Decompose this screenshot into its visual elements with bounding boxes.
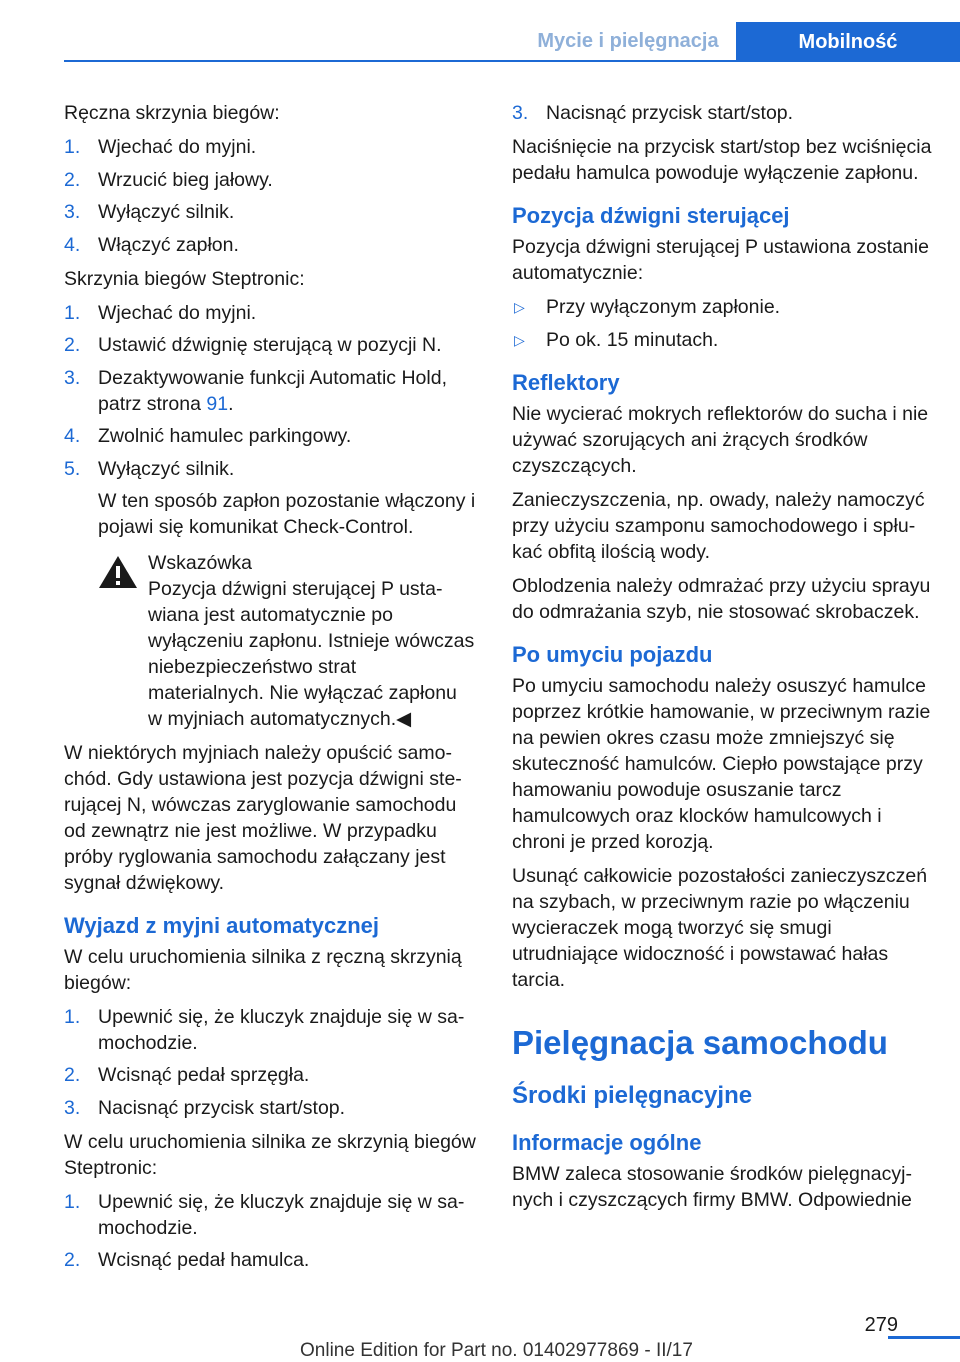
lock-paragraph: W niektórych myjniach należy opuścić samochód. Gdy ustawiona jest pozycja dźwigni sterującej N, wówczas zaryglowanie samochodu od zewnątrz nie jest możliwe. W przypadku próby ryglowania samochodu załączany jest sygnał dźwiękowy. — [64, 741, 462, 894]
exit-steptronic-steps — [64, 1189, 476, 1274]
after-wash-p2: Usunąć całkowicie pozostałości zanieczyszczeń na szybach, w przeciwnym razie po włączeniu wycieraczek mogą tworzyć się smugi utrudniające widoczność i powstawać hałas tarcia. — [512, 864, 928, 991]
bullet-triangle-icon: ▷ — [514, 331, 525, 348]
manual-steps-list — [64, 134, 476, 258]
steptronic-title: Skrzynia biegów Steptronic: — [64, 267, 305, 290]
exit-manual-intro: W celu uruchomienia silnika z ręczną skrzynią biegów: — [64, 945, 462, 994]
step-detail: W ten sposób zapłon pozostanie włączony i pojawi się komunikat Check-Control. — [98, 489, 476, 538]
care-products-heading: Środki pielęgnacyjne — [512, 1081, 753, 1109]
list-item: 1. Wjechać do myjni. — [64, 301, 257, 324]
list-item: 5. Wyłączyć silnik. W ten sposób zapłon pozostanie włączony i pojawi się komunikat Check-Control. — [64, 457, 476, 538]
list-item: 2. Wcisnąć pedał hamulca. — [64, 1249, 310, 1271]
right-column — [512, 100, 932, 1221]
tab-active-section[interactable]: Mobilność — [736, 22, 960, 62]
headlights-p3: Oblodzenia należy odmrażać przy użyciu sprayu do odmrażania szyb, nie stosować skrobaczek. — [512, 574, 931, 623]
exit-steptronic-intro: W celu uruchomienia silnika ze skrzynią biegów Steptronic: — [64, 1130, 476, 1179]
after-wash-heading: Po umyciu pojazdu — [512, 641, 713, 667]
list-item: 1. Upewnić się, że kluczyk znajduje się w samochodzie. — [64, 1190, 465, 1239]
general-info-text: BMW zaleca stosowanie środków pielęgnacyjnych i czyszczących firmy BMW. Odpowiednie — [512, 1162, 912, 1211]
manual-gearbox-title: Ręczna skrzynia biegów: — [64, 102, 280, 124]
headlights-heading: Reflektory — [512, 369, 620, 395]
edition-footer: Online Edition for Part no. 01402977869 - II/17 — [300, 1340, 693, 1361]
warning-icon — [98, 554, 138, 590]
footer-rule — [888, 1336, 960, 1339]
list-item: 4. Zwolnić hamulec parkingowy. — [64, 425, 352, 447]
list-item: 1. Upewnić się, że kluczyk znajduje się w samochodzie. — [64, 1005, 465, 1054]
page-number: 279 — [864, 1314, 898, 1336]
page-link[interactable]: 91 — [206, 392, 229, 415]
exit-manual-steps — [64, 1004, 476, 1121]
list-item: 3. Nacisnąć przycisk start/stop. — [512, 102, 794, 124]
note-title: Wskazówka — [148, 551, 253, 574]
exit-car-wash-heading: Wyjazd z myjni automatycznej — [64, 912, 380, 938]
general-info-heading: Informacje ogólne — [512, 1129, 702, 1155]
continued-steps — [512, 100, 932, 126]
list-item: 2. Wcisnąć pedał sprzęgła. — [64, 1064, 310, 1086]
tab-previous-section[interactable]: Mycie i pielęgnacja — [537, 30, 719, 52]
list-item: 3. Nacisnąć przycisk start/stop. — [64, 1096, 346, 1119]
start-stop-paragraph: Naciśnięcie na przycisk start/stop bez wciśnięcia pedału hamulca powoduje wyłączenie zapłonu. — [512, 136, 932, 184]
after-wash-p1: Po umyciu samochodu należy osuszyć hamulce poprzez krótkie hamowanie, w przeciwnym razie na pewien okres czasu może zmniejszyć się skuteczność hamulców. Ciepło powstające przy hamowaniu powoduje osuszanie tarcz hamulcowych oraz klocków hamulcowych i chroni je przed korozją. — [512, 674, 931, 853]
list-item: 4. Włączyć zapłon. — [64, 233, 239, 256]
lever-text: Pozycja dźwigni sterującej P ustawiona zostanie automatycznie: — [512, 236, 929, 284]
list-item: 3. Dezaktywowanie funkcji Automatic Hold, patrz strona 91. — [64, 366, 447, 415]
vehicle-care-heading: Pielęgnacja samochodu — [512, 1023, 888, 1061]
list-item: 1. Wjechać do myjni. — [64, 136, 257, 158]
headlights-p1: Nie wycierać mokrych reflektorów do sucha i nie używać szorujących ani żrących środków czyszczących. — [512, 402, 929, 477]
warning-note — [98, 550, 476, 732]
list-item: ▷ Po ok. 15 minutach. — [514, 328, 719, 351]
list-item: 2. Ustawić dźwignię sterującą w pozycji N. — [64, 334, 442, 356]
steptronic-steps-list — [64, 300, 476, 540]
lever-heading: Pozycja dźwigni sterującej — [512, 203, 790, 228]
lever-list — [512, 294, 932, 353]
bullet-triangle-icon: ▷ — [514, 299, 525, 315]
list-item: 2. Wrzucić bieg jałowy. — [64, 168, 273, 191]
list-item: ▷ Przy wyłączonym zapłonie. — [514, 296, 781, 318]
list-item: 3. Wyłączyć silnik. — [64, 201, 235, 223]
left-column — [64, 100, 476, 1281]
headlights-p2: Zanieczyszczenia, np. owady, należy namoczyć przy użyciu szamponu samochodowego i spłukać obfitą ilością wody. — [512, 488, 925, 563]
note-text: Pozycja dźwigni sterującej P ustawiana jest automatycznie po wyłączeniu zapłonu. Istnieje wówczas niebezpieczeństwo strat materialnych. Nie wyłączać zapłonu w myjniach automatycznych.◀ — [148, 577, 475, 730]
